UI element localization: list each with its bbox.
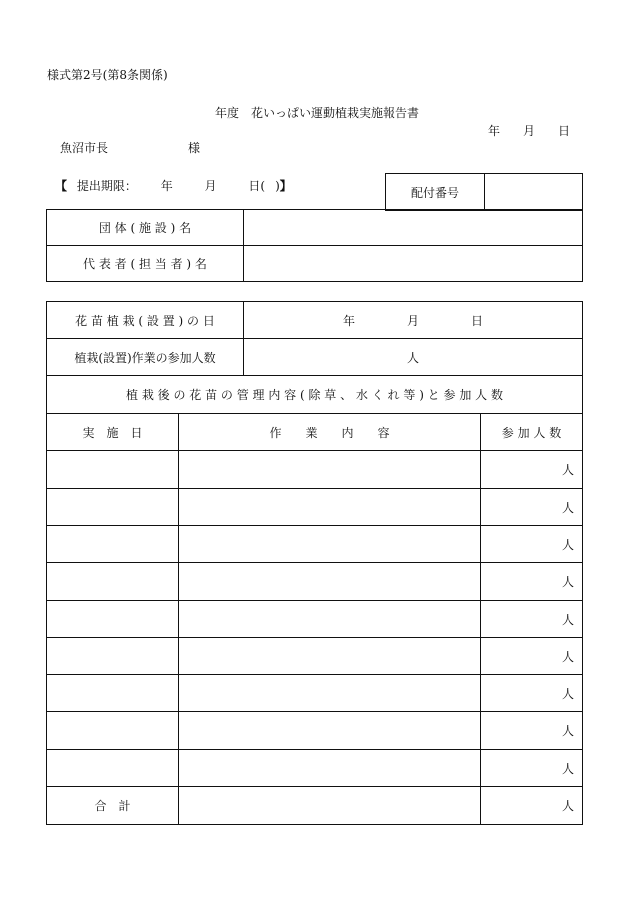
representative-label: 代 表 者 ( 担 当 者 ) 名 [83, 257, 207, 271]
row-work-field[interactable] [179, 712, 480, 749]
group-name-label: 団 体 ( 施 設 ) 名 [98, 221, 192, 235]
row-participants-field[interactable] [481, 451, 582, 488]
row-participants-field[interactable] [481, 563, 582, 600]
total-work-field[interactable] [179, 787, 480, 824]
row-date-field[interactable] [47, 451, 178, 488]
row-unit: 人 [561, 575, 574, 589]
row-date-field[interactable] [47, 750, 178, 786]
deadline-label: 提出期限： [76, 179, 137, 193]
row-work-field[interactable] [179, 563, 480, 600]
row-date-field[interactable] [47, 712, 178, 749]
addressee-name: 魚沼市長 [60, 141, 109, 155]
distribution-number-label: 配付番号 [410, 185, 459, 200]
total-label: 合 計 [94, 799, 131, 813]
row-work-field[interactable] [179, 526, 480, 562]
participants-field[interactable] [244, 339, 582, 375]
row-work-field[interactable] [179, 675, 480, 711]
document-title: 年度 花いっぱい運動植栽実施報告書 [215, 106, 420, 120]
row-date-field[interactable] [47, 638, 178, 674]
total-participants-field[interactable] [481, 787, 582, 824]
row-date-field[interactable] [47, 489, 178, 525]
row-participants-field[interactable] [481, 712, 582, 749]
management-heading: 植 栽 後 の 花 苗 の 管 理 内 容 ( 除 草 、 水 く れ 等 ) と 参 加 人 数 [126, 388, 503, 402]
row-participants-field[interactable] [481, 750, 582, 786]
deadline-month: 月 [204, 179, 217, 193]
row-work-field[interactable] [179, 638, 480, 674]
deadline-open-bracket: 【 [55, 179, 68, 193]
date-day-label: 日 [558, 124, 571, 138]
column-header-participants: 参 加 人 数 [501, 425, 562, 440]
row-work-field[interactable] [179, 451, 480, 488]
row-participants-field[interactable] [481, 526, 582, 562]
row-work-field[interactable] [179, 750, 480, 786]
column-header-work: 作 業 内 容 [269, 425, 390, 440]
date-month-label: 月 [523, 124, 536, 138]
row-unit: 人 [561, 761, 574, 776]
deadline-day: 日( [248, 179, 266, 193]
deadline-line [55, 177, 292, 194]
planting-date-day: 日 [471, 313, 484, 328]
deadline-year: 年 [160, 179, 173, 193]
date-year-label: 年 [488, 124, 501, 138]
planting-date-field[interactable] [244, 302, 582, 338]
participants-unit: 人 [406, 350, 419, 365]
row-participants-field[interactable] [481, 638, 582, 674]
row-work-field[interactable] [179, 489, 480, 525]
row-participants-field[interactable] [481, 489, 582, 525]
representative-field[interactable] [244, 246, 582, 281]
planting-date-label: 花 苗 植 栽 ( 設 置 ) の 日 [75, 313, 215, 328]
row-unit: 人 [561, 500, 574, 515]
row-date-field[interactable] [47, 526, 178, 562]
deadline-close-paren: ) [275, 179, 280, 193]
total-unit: 人 [561, 799, 574, 813]
row-unit: 人 [561, 724, 574, 738]
row-unit: 人 [561, 649, 574, 664]
row-unit: 人 [561, 686, 574, 701]
row-date-field[interactable] [47, 563, 178, 600]
row-unit: 人 [561, 612, 574, 627]
distribution-number-field[interactable] [485, 174, 582, 210]
planting-date-year: 年 [342, 313, 355, 328]
row-participants-field[interactable] [481, 675, 582, 711]
row-participants-field[interactable] [481, 601, 582, 637]
group-name-field[interactable] [244, 210, 582, 245]
addressee-honorific: 様 [188, 141, 201, 155]
form-number: 様式第2号(第8条関係) [47, 68, 168, 82]
row-date-field[interactable] [47, 675, 178, 711]
row-date-field[interactable] [47, 601, 178, 637]
deadline-close-bracket: 】 [279, 179, 292, 193]
column-header-date: 実 施 日 [82, 425, 143, 440]
participants-label: 植栽(設置)作業の参加人数 [74, 350, 216, 365]
row-unit: 人 [561, 537, 574, 552]
row-unit: 人 [561, 463, 574, 477]
planting-date-month: 月 [406, 313, 419, 328]
row-work-field[interactable] [179, 601, 480, 637]
